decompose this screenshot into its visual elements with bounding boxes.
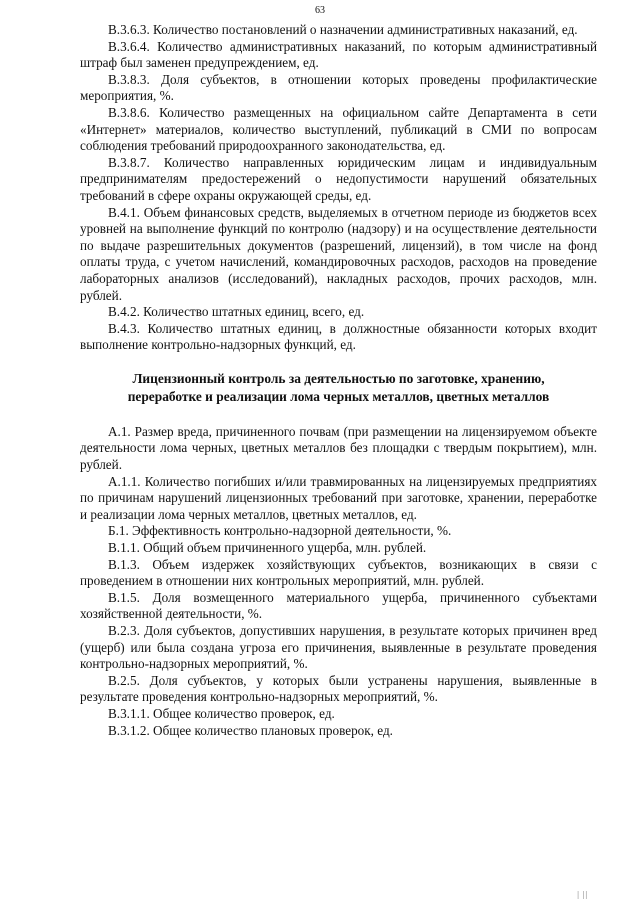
section-licensing-indicators bbox=[80, 424, 597, 739]
heading-line: переработке и реализации лома черных металлов, цветных металлов bbox=[127, 388, 550, 404]
paragraph: В.3.8.7. Количество направленных юридическим лицам и индивидуальным предпринимателям предостережений о недопустимости нарушений обязательных требований в сфере охраны окружающей среды, ед. bbox=[80, 154, 597, 203]
section-indicators-b bbox=[80, 22, 597, 354]
paragraph: В.1.1. Общий объем причиненного ущерба, млн. рублей. bbox=[108, 540, 427, 556]
page-number: 63 bbox=[315, 5, 325, 16]
paragraph: В.4.2. Количество штатных единиц, всего, ед. bbox=[108, 304, 365, 320]
paragraph: В.3.6.4. Количество административных наказаний, по которым административный штраф был заменен предупреждением, ед. bbox=[80, 38, 597, 71]
section-heading bbox=[80, 370, 597, 406]
paragraph: В.4.1. Объем финансовых средств, выделяемых в отчетном периоде из бюджетов всех уровней на выполнение функций по контролю (надзору) и на осуществление деятельности по выдаче разрешительных документов (разрешений, лицензий), в том числе на фонд оплаты труда, с учетом начислений, командировочных расходов, расходов на проведение лабораторных анализов (исследований), накладных расходов, прочих расходов, млн. рублей. bbox=[80, 204, 597, 303]
paragraph: В.4.3. Количество штатных единиц, в должностные обязанности которых входит выполнение контрольно-надзорных функций, ед. bbox=[80, 320, 597, 353]
paragraph: В.1.3. Объем издержек хозяйствующих субъектов, возникающих в связи с проведением в отношении них контрольных мероприятий, млн. рублей. bbox=[80, 556, 597, 589]
heading-line: Лицензионный контроль за деятельностью по заготовке, хранению, bbox=[132, 370, 545, 386]
paragraph: В.2.5. Доля субъектов, у которых были устранены нарушения, выявленные в результате проведения контрольно-надзорных мероприятий, %. bbox=[80, 672, 597, 705]
paragraph: В.3.1.2. Общее количество плановых проверок, ед. bbox=[108, 722, 393, 738]
scan-corner-mark: | || bbox=[577, 890, 588, 899]
paragraph: В.3.1.1. Общее количество проверок, ед. bbox=[108, 705, 335, 721]
paragraph: А.1. Размер вреда, причиненного почвам (при размещении на лицензируемом объекте деятельности лома черных, цветных металлов без площадки с твердым покрытием), млн. рублей. bbox=[80, 423, 597, 473]
paragraph: В.2.3. Доля субъектов, допустивших нарушения, в результате которых причинен вред (ущерб) или была создана угроза его причинения, выявленные в результате проведения контрольно-надзорных мероприятий, %. bbox=[80, 623, 597, 672]
paragraph: В.3.6.3. Количество постановлений о назначении административных наказаний, ед. bbox=[108, 22, 578, 37]
paragraph: В.3.8.3. Доля субъектов, в отношении которых проведены профилактические мероприятия, %. bbox=[80, 71, 597, 104]
paragraph: А.1.1. Количество погибших и/или травмированных на лицензируемых предприятиях по причинам нарушений лицензионных требований при заготовке, хранении, переработке и реализации лома черных металлов, цветных металлов, ед. bbox=[80, 473, 597, 522]
paragraph: В.3.8.6. Количество размещенных на официальном сайте Департамента в сети «Интернет» материалов, количество выступлений, публикаций в СМИ по вопросам соблюдения требований природоохранного законодательства, ед. bbox=[80, 104, 597, 154]
paragraph: Б.1. Эффективность контрольно-надзорной деятельности, %. bbox=[108, 523, 452, 539]
document-body bbox=[80, 22, 597, 739]
paragraph: В.1.5. Доля возмещенного материального ущерба, причиненного субъектами хозяйственной деятельности, %. bbox=[80, 589, 597, 622]
